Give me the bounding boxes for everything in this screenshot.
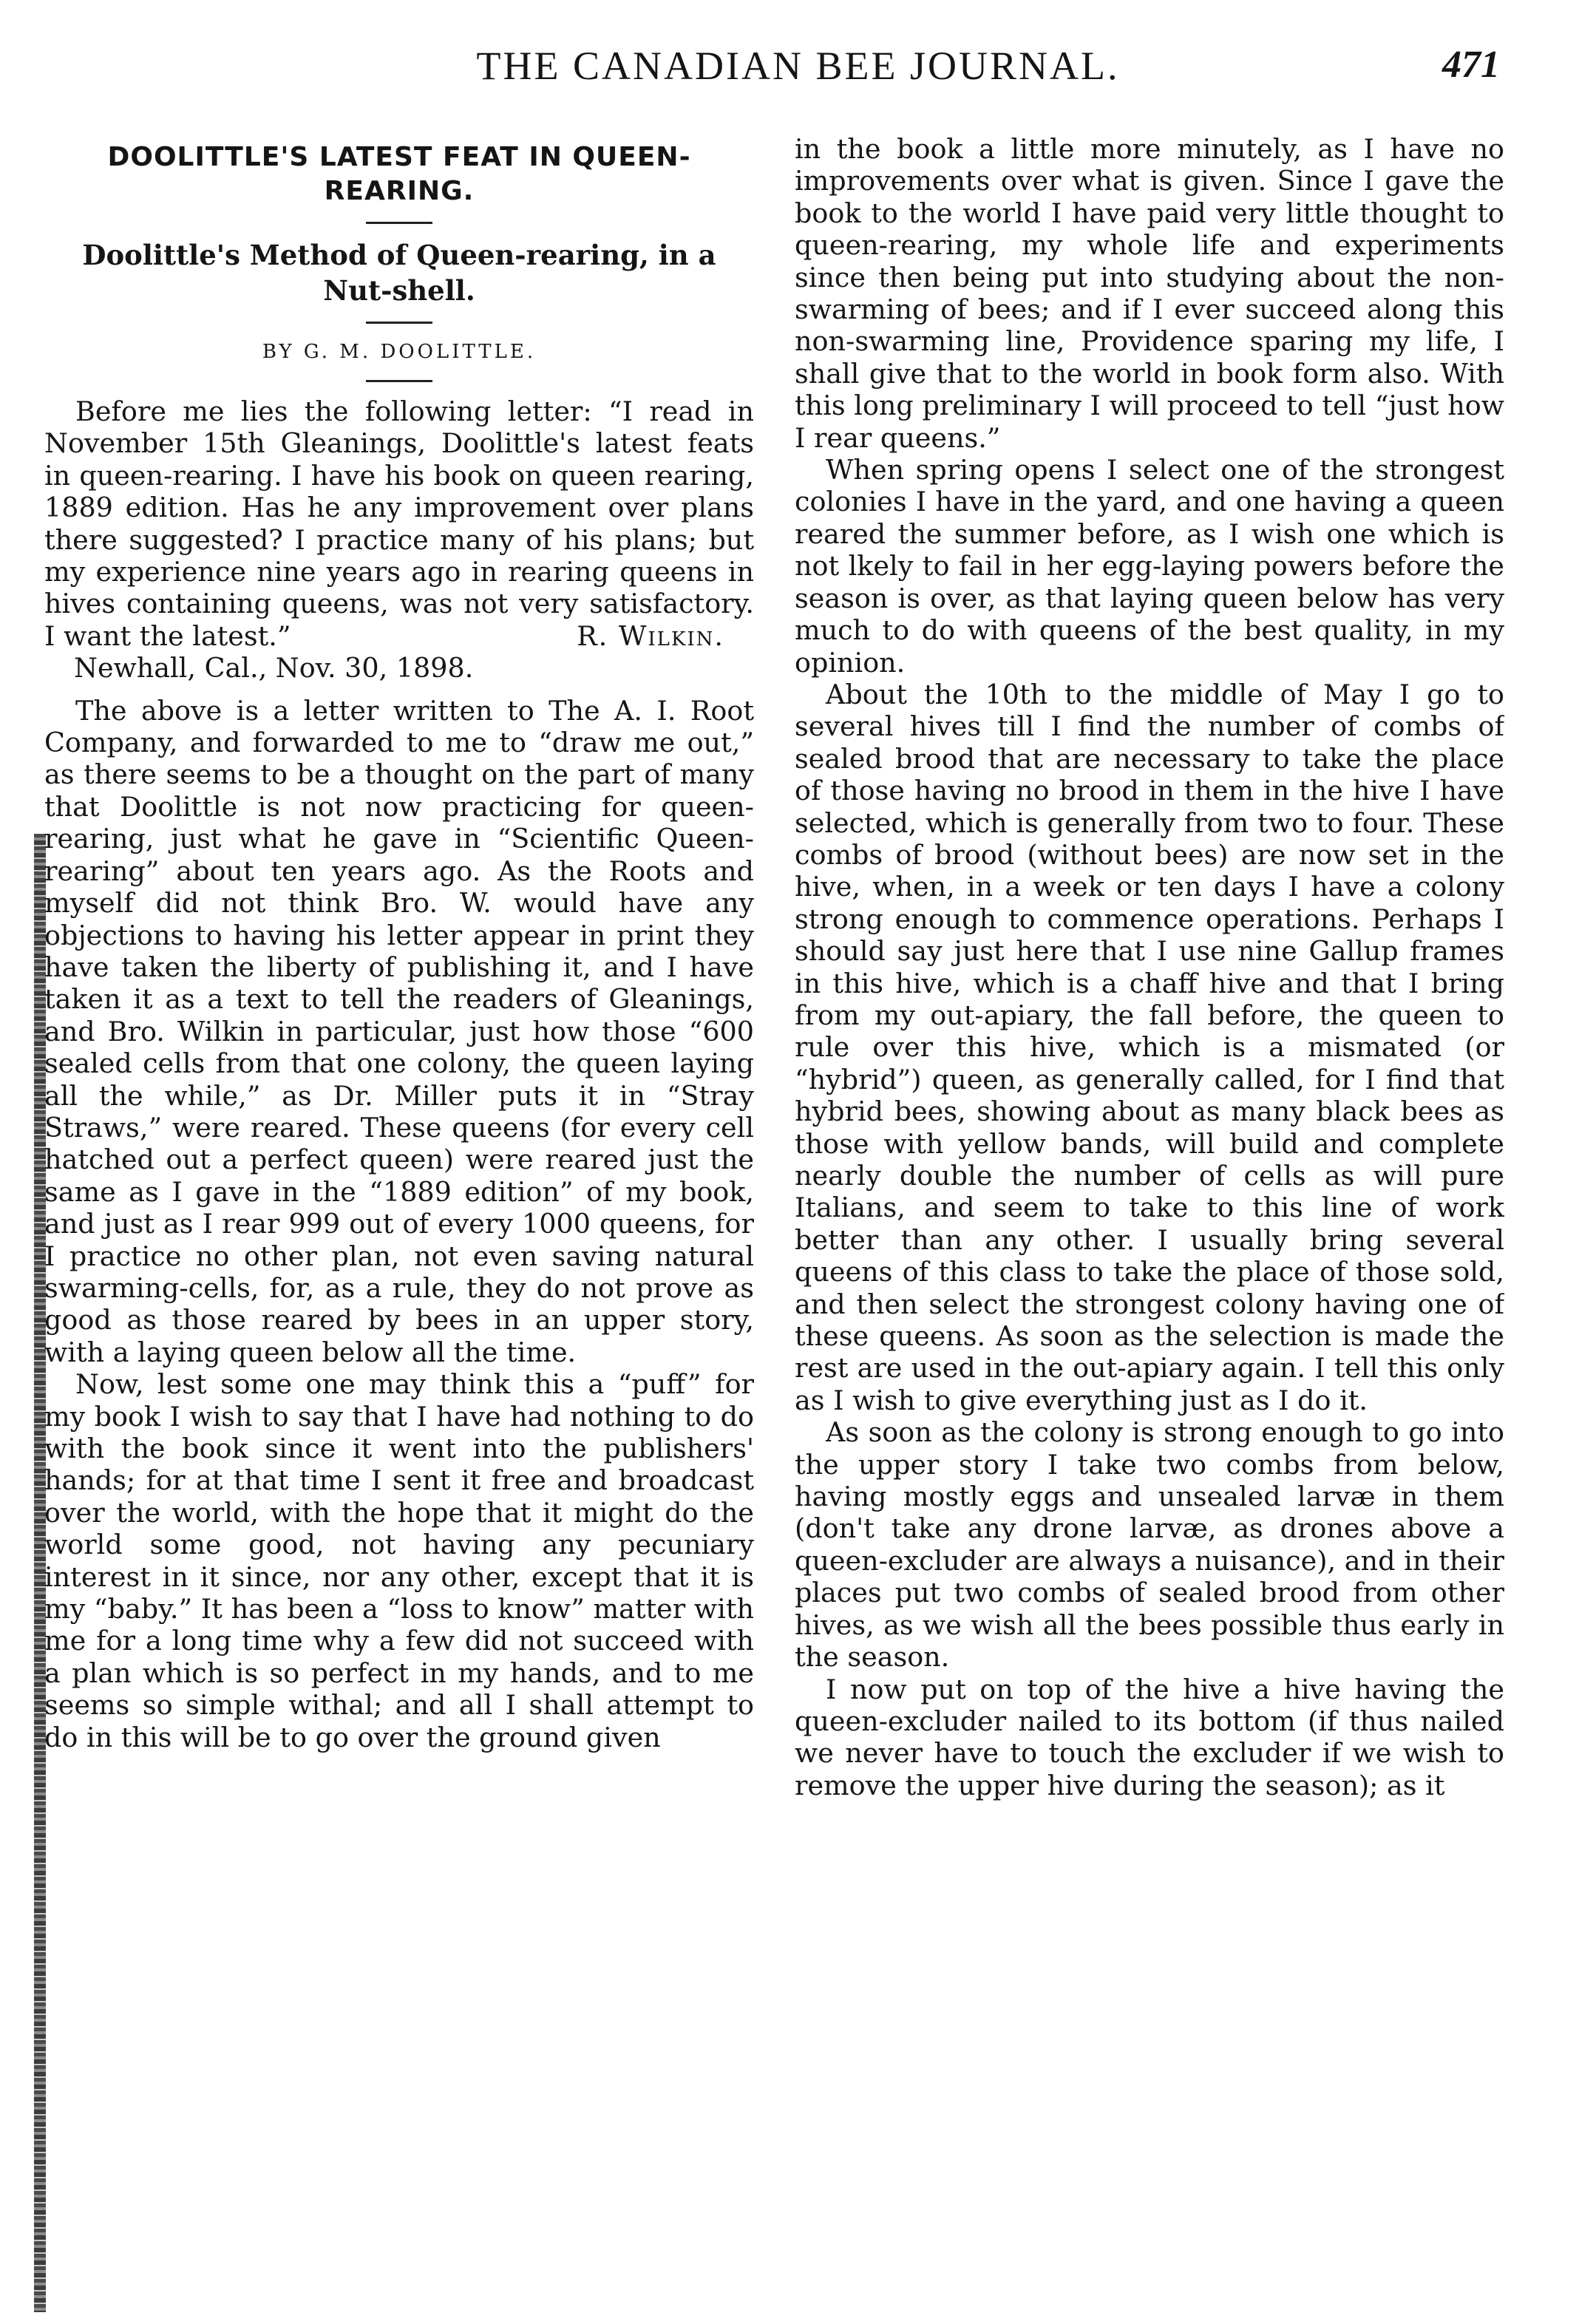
letter-text: Before me lies the following letter: “I read in November 15th Gleanings, Doolittle's latest feats in queen-rearing. I have his book on queen rearing, 1889 edition. Has he any improvement over plans there suggested? I practice many of his plans; but my experience nine years ago in rearing queens in hives containing queens, was not very satisfactory. I want the latest.”: [44, 395, 754, 652]
body-paragraph: As soon as the colony is strong enough to go into the upper story I take two combs from below, having mostly eggs and unsealed larvæ in them (don't take any drone larvæ, as drones above a queen-excluder are always a nuisance), and in their places put two combs of sealed brood from other hives, as we wish all the bees possible thus early in the season.: [795, 1416, 1504, 1674]
left-column: [44, 133, 754, 2291]
article-byline: BY G. M. DOOLITTLE.: [262, 341, 537, 363]
letter-paragraph: [44, 395, 754, 652]
body-paragraph: in the book a little more minutely, as I have no improvements over what is given. Since I gave the book to the world I have paid very little thought to queen-rearing, my whole life and experiments since then being put into studying about the non-swarming of bees; and if I ever succeed along this non-swarming line, Providence sparing my life, I shall give that to the world in book form also. With this long preliminary I will proceed to tell “just how I rear queens.”: [795, 133, 1504, 454]
right-column: [795, 133, 1504, 2291]
journal-title: THE CANADIAN BEE JOURNAL.: [476, 44, 1120, 88]
article-headline: DOOLITTLE'S LATEST FEAT IN QUEEN-REARING.: [107, 142, 691, 206]
article-subheadline: Doolittle's Method of Queen-rearing, in a Nut-shell.: [82, 239, 716, 307]
body-paragraph: When spring opens I select one of the strongest colonies I have in the yard, and one having a queen reared the summer before, as I wish one which is not lkely to fail in her egg-laying powers before the season is over, as that laying queen below has very much to do with queens of the best quality, in my opinion.: [795, 454, 1504, 679]
body-paragraph: I now put on top of the hive a hive having the queen-excluder nailed to its bottom (if thus nailed we never have to touch the excluder if we wish to remove the upper hive during the season); as it: [795, 1673, 1504, 1801]
divider-rule: [366, 322, 432, 324]
body-paragraph: The above is a letter written to The A. I. Root Company, and forwarded to me to “draw me out,” as there seems to be a thought on the part of many that Doolittle is not now practicing for queen-rearing, just what he gave in “Scientific Queen-rearing” about ten years ago. As the Roots and myself did not think Bro. W. would have any objections to having his letter appear in print they have taken the liberty of publishing it, and I have taken it as a text to tell the readers of Gleanings, and Bro. Wilkin in particular, just how those “600 sealed cells from that one colony, the queen laying all the while,” as Dr. Miller puts it in “Stray Straws,” were reared. These queens (for every cell hatched out a perfect queen) were reared just the same as I gave in the “1889 edition” of my book, and just as I rear 999 out of every 1000 queens, for I practice no other plan, not even saving natural swarming-cells, for, as a rule, they do not prove as good as those reared by bees in an upper story, with a laying queen below all the time.: [44, 694, 754, 1368]
divider-rule: [366, 380, 432, 382]
page-header: [0, 0, 1596, 126]
body-paragraph: Now, lest some one may think this a “puff” for my book I wish to say that I have had nothing to do with the book since it went into the publishers' hands; for at that time I sent it free and broadcast over the world, with the hope that it might do the world some good, not having any pecuniary interest in it since, nor any other, except that it is my “baby.” It has been a “loss to know” matter with me for a long time why a few did not succeed with a plan which is so perfect in my hands, and to me seems so simple withal; and all I shall attempt to do in this will be to go over the ground given: [44, 1368, 754, 1753]
divider-rule: [366, 222, 432, 224]
page-number: 471: [1442, 44, 1500, 86]
letter-signature: R. Wilkin.: [577, 619, 724, 652]
letter-dateline: Newhall, Cal., Nov. 30, 1898.: [74, 652, 474, 684]
body-paragraph: About the 10th to the middle of May I go to several hives till I find the number of combs of sealed brood that are necessary to take the place of those having no brood in them in the hive I have selected, which is generally from two to four. These combs of brood (without bees) are now set in the hive, when, in a week or ten days I have a colony strong enough to commence operations. Perhaps I should say just here that I use nine Gallup frames in this hive, which is a chaff hive and that I bring from my out-apiary, the fall before, the queen to rule over this hive, which is a mismated (or “hybrid”) queen, as generally called, for I find that hybrid bees, showing about as many black bees as those with yellow bands, will build and complete nearly double the number of cells as will pure Italians, and seem to take to this line of work better than any other. I usually bring several queens of this class to take the place of those sold, and then select the strongest colony having one of these queens. As soon as the selection is made the rest are used in the out-apiary again. I tell this only as I wish to give everything just as I do it.: [795, 678, 1504, 1416]
